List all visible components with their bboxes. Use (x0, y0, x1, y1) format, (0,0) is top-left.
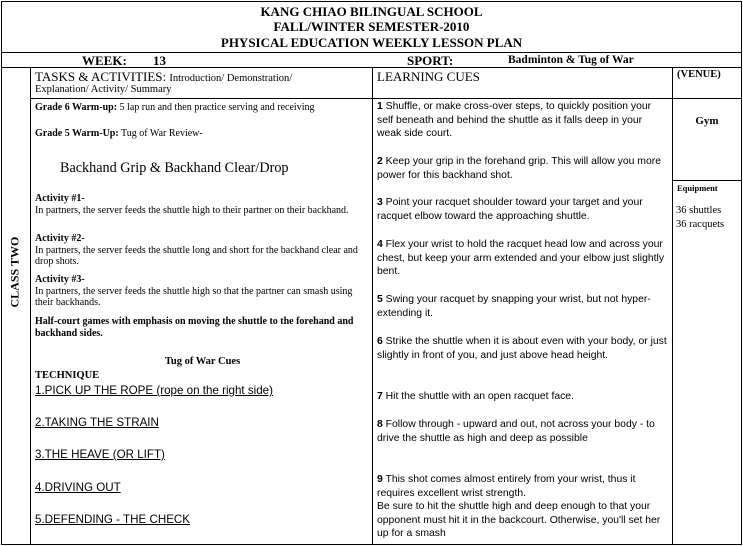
grade6-warmup (35, 102, 370, 114)
plan-title: PHYSICAL EDUCATION WEEKLY LESSON PLAN (220, 35, 523, 50)
column-heading-divider (30, 98, 742, 99)
cue-8-text: Follow through - upward and out, not across your body - to drive the shuttle as high and deep as possible (377, 419, 655, 444)
cue-3 (377, 196, 667, 223)
cue-6-text: Strike the shuttle when it is about even with your body, or just slightly in front of you, and just above head height. (377, 336, 667, 361)
cue-9-number: 9 (377, 474, 383, 485)
activity-3 (35, 274, 370, 309)
cue-2-text: Keep your grip in the forehand grip. This will allow you more power for this backhand shot. (377, 156, 661, 181)
class-column-divider (30, 67, 31, 545)
venue-column-divider (672, 67, 673, 545)
cue-7-number: 7 (377, 391, 383, 402)
grade5-warmup (35, 128, 370, 140)
tasks-heading-main: TASKS & ACTIVITIES: (35, 69, 167, 84)
technique-step-2: 2.TAKING THE STRAIN (35, 416, 159, 429)
cue-1-text: Shuffle, or make cross-over steps, to quickly position your self beneath and behind the shuttle as it falls deep in your weak side court. (377, 101, 652, 140)
cue-6-number: 6 (377, 336, 383, 347)
cue-4-text: Flex your wrist to hold the racquet head low and across your chest, but keep your arm extended and your elbow just slightly bent. (377, 239, 665, 278)
venue-heading: (VENUE) (677, 69, 721, 80)
semester-title: FALL/WINTER SEMESTER-2010 (273, 19, 470, 34)
cue-7-text: Hit the shuttle with an open racquet face. (382, 391, 574, 402)
grade5-warmup-label: Grade 5 Warm-Up: (35, 128, 119, 139)
grade5-warmup-text: Tug of War Review- (118, 128, 203, 139)
activity-1-text: In partners, the server feeds the shuttle high to their partner on their backhand. (35, 204, 349, 216)
technique-label: TECHNIQUE (35, 370, 100, 381)
class-label: CLASS TWO (7, 236, 22, 308)
equipment-shuttles: 36 shuttles (676, 205, 722, 216)
technique-step-3: 3.THE HEAVE (OR LIFT) (35, 448, 165, 461)
half-court-games: Half-court games with emphasis on moving the shuttle to the forehand and backhand sides. (35, 316, 354, 339)
activity-1 (35, 193, 370, 216)
cues-heading: LEARNING CUES (377, 69, 480, 84)
sport-value: Badminton & Tug of War (508, 54, 634, 66)
technique-step-4: 4.DRIVING OUT (35, 481, 121, 494)
tug-heading: Tug of War Cues (164, 356, 241, 367)
venue-equipment-divider (672, 180, 742, 181)
cue-9-text: This shot comes almost entirely from your wrist, thus it requires excellent wrist strength. Be sure to hit the shuttle high and deep enough to that your opponent must hit it in the backcourt. Otherwise, you'll set her up for a smash (377, 474, 661, 540)
venue-place: Gym (695, 115, 719, 127)
cue-3-number: 3 (377, 197, 383, 208)
cue-8-number: 8 (377, 419, 383, 430)
cue-9 (377, 473, 667, 541)
school-name: KANG CHIAO BILINGUAL SCHOOL (260, 4, 483, 19)
cue-4 (377, 238, 667, 279)
cue-5-number: 5 (377, 294, 383, 305)
week-label: WEEK: (82, 53, 127, 68)
cue-2 (377, 155, 667, 182)
tasks-heading-sub2: Explanation/ Activity/ Summary (35, 84, 172, 95)
cue-7 (377, 390, 667, 404)
cue-5-text: Swing your racquet by snapping your wrist, but not hyper-extending it. (377, 294, 651, 319)
activity-3-text: In partners, the server feeds the shuttle high so that the partner can smash using their backhands. (35, 285, 353, 309)
cue-8 (377, 418, 667, 445)
sport-label: SPORT: (407, 53, 454, 68)
activity-1-label: Activity #1- (35, 193, 85, 204)
cue-1 (377, 100, 667, 141)
cue-3-text: Point your racquet shoulder toward your target and your racquet elbow toward the approaching shuttle. (377, 197, 643, 222)
activity-3-label: Activity #3- (35, 274, 85, 285)
activity-2-label: Activity #2- (35, 233, 85, 244)
cue-5 (377, 293, 667, 320)
activity-2-text: In partners, the server feeds the shuttle long and short for the backhand clear and drop shots. (35, 244, 358, 268)
grade6-warmup-text: 5 lap run and then practice serving and receiving (117, 102, 315, 113)
cue-4-number: 4 (377, 239, 383, 250)
activity-2 (35, 233, 370, 268)
technique-step-1: 1.PICK UP THE ROPE (rope on the right side) (35, 384, 273, 397)
skill-title: Backhand Grip & Backhand Clear/Drop (60, 160, 289, 176)
tasks-heading-sub1: Introduction/ Demonstration/ (169, 73, 293, 84)
equipment-racquets: 36 racquets (676, 219, 725, 230)
cue-6 (377, 335, 667, 362)
week-value: 13 (153, 53, 166, 68)
cue-2-number: 2 (377, 156, 383, 167)
equipment-label: Equipment (677, 183, 718, 193)
technique-step-5: 5.DEFENDING - THE CHECK (35, 513, 191, 526)
cues-column-divider (372, 67, 373, 545)
tasks-heading (35, 69, 292, 85)
grade6-warmup-label: Grade 6 Warm-up: (35, 102, 118, 113)
cue-1-number: 1 (377, 101, 383, 112)
